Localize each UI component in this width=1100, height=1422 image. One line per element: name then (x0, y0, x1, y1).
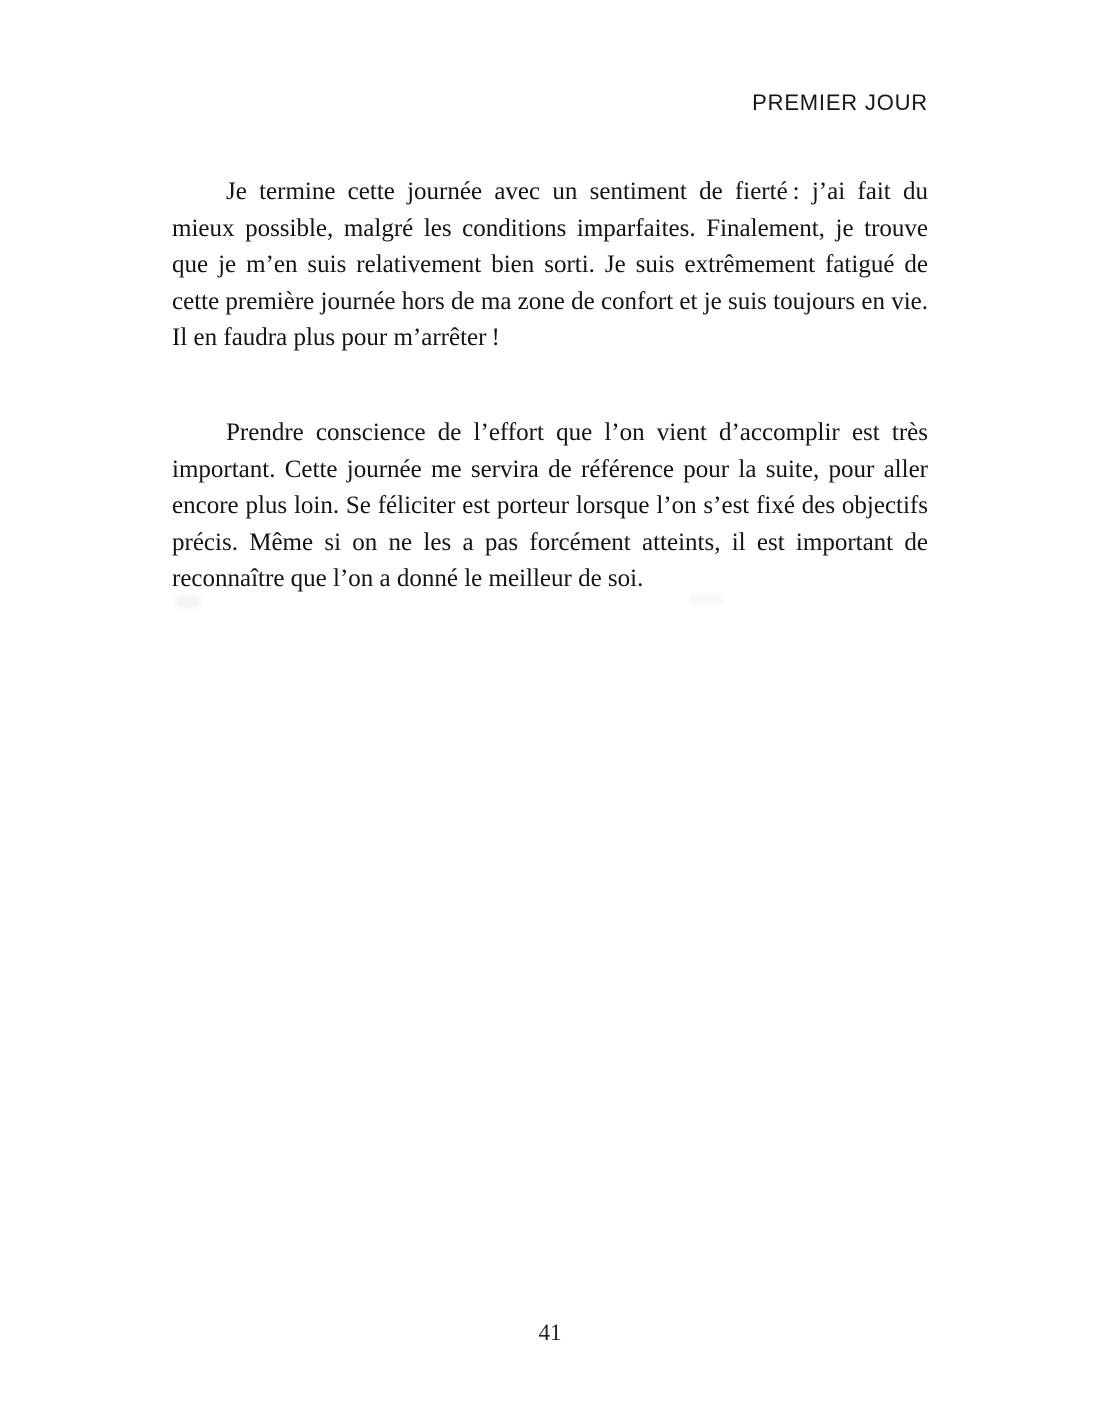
running-header: PREMIER JOUR (752, 90, 928, 115)
page-number: 41 (538, 1320, 562, 1345)
print-showthrough-smudge (175, 596, 201, 608)
body-paragraph-2: Prendre conscience de l’effort que l’on vient d’accomplir est très important. Cette journée me servira de référence pour la suite, pour aller encore plus loin. Se féliciter est porteur lorsque l’on s’est fixé des objectifs précis. Même si on ne les a pas forcément atteints, il est important de reconnaître que l’on a donné le meilleur de soi. (172, 418, 928, 593)
print-showthrough-smudge (690, 594, 724, 604)
body-text (172, 174, 928, 598)
body-paragraph-1: Je termine cette journée avec un sentiment de fierté : j’ai fait du mieux possible, malgré les conditions imparfaites. Finalement, je trouve que je m’en suis relativement bien sorti. Je suis extrêmement fatigué de cette première journée hors de ma zone de confort et je suis toujours en vie. Il en faudra plus pour m’arrêter ! (172, 178, 928, 352)
